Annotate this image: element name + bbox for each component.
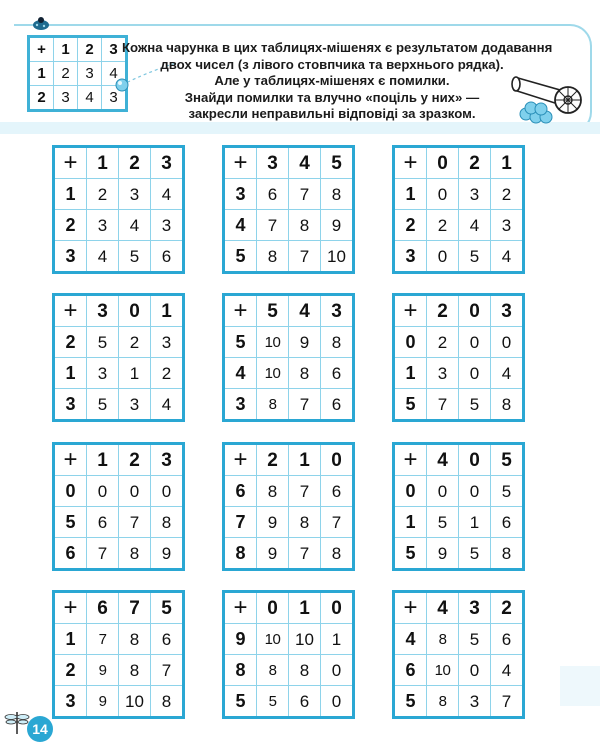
answer-cell[interactable]: 0: [459, 358, 491, 389]
table-row: [224, 295, 354, 327]
instruction-line: Кожна чарунка в цих таблицях-мішенях є результатом додавання: [122, 40, 553, 55]
header-cell: +: [224, 147, 257, 179]
answer-cell[interactable]: 8: [427, 624, 459, 655]
answer-cell[interactable]: 0: [427, 241, 459, 273]
header-cell: +: [394, 444, 427, 476]
answer-cell[interactable]: 7: [289, 389, 321, 421]
header-cell: 5: [394, 538, 427, 570]
answer-cell[interactable]: 7: [151, 655, 184, 686]
header-cell: 0: [459, 295, 491, 327]
answer-cell[interactable]: 8: [257, 655, 289, 686]
header-cell: 1: [289, 444, 321, 476]
header-cell: 0: [321, 444, 354, 476]
target-table: [52, 590, 185, 719]
header-cell: 1: [54, 358, 87, 389]
header-cell: 3: [54, 686, 87, 718]
header-cell: 3: [394, 241, 427, 273]
answer-cell[interactable]: 4: [459, 210, 491, 241]
answer-cell[interactable]: 0: [321, 655, 354, 686]
answer-cell[interactable]: 5: [459, 389, 491, 421]
corner-shade: [560, 666, 600, 706]
header-cell: +: [54, 444, 87, 476]
table-row: [224, 327, 354, 358]
answer-cell[interactable]: 0: [459, 655, 491, 686]
answer-cell[interactable]: 7: [119, 507, 151, 538]
header-cell: 8: [224, 538, 257, 570]
table-row: [224, 655, 354, 686]
answer-cell[interactable]: 5: [87, 389, 119, 421]
sample-cell: 2: [54, 62, 78, 86]
answer-cell[interactable]: 9: [321, 210, 354, 241]
header-cell: 7: [224, 507, 257, 538]
instructions: [122, 40, 553, 123]
answer-cell[interactable]: 7: [289, 538, 321, 570]
instruction-line: Але у таблицях-мішенях є помилки.: [214, 73, 450, 89]
answer-cell[interactable]: 0: [151, 476, 184, 507]
dragonfly-icon: [4, 708, 30, 738]
table-row: [394, 476, 524, 507]
header-cell: 4: [427, 444, 459, 476]
sample-cell: 3: [54, 86, 78, 111]
answer-cell[interactable]: 8: [257, 241, 289, 273]
table-row: [224, 241, 354, 273]
header-cell: 0: [459, 444, 491, 476]
header-cell: 1: [54, 624, 87, 655]
header-cell: 3: [151, 444, 184, 476]
header-cell: +: [224, 444, 257, 476]
header-cell: 4: [289, 147, 321, 179]
answer-cell[interactable]: 10: [257, 327, 289, 358]
answer-cell[interactable]: 1: [119, 358, 151, 389]
header-cell: 3: [54, 241, 87, 273]
answer-cell[interactable]: 8: [119, 655, 151, 686]
table-row: [394, 444, 524, 476]
sample-cell: 4: [102, 62, 127, 86]
answer-cell[interactable]: 8: [119, 538, 151, 570]
target-table: [222, 590, 355, 719]
answer-cell[interactable]: 4: [491, 655, 524, 686]
header-cell: 1: [289, 592, 321, 624]
answer-cell[interactable]: 9: [289, 327, 321, 358]
answer-cell[interactable]: 4: [119, 210, 151, 241]
header-cell: 2: [54, 655, 87, 686]
target-table: [222, 145, 355, 274]
answer-cell[interactable]: 5: [87, 327, 119, 358]
table-row: [394, 686, 524, 718]
table-row: [394, 327, 524, 358]
answer-cell[interactable]: 0: [459, 476, 491, 507]
answer-cell[interactable]: 8: [289, 210, 321, 241]
answer-cell[interactable]: 8: [151, 507, 184, 538]
table-row: [394, 655, 524, 686]
answer-cell[interactable]: 3: [119, 389, 151, 421]
header-cell: 5: [224, 327, 257, 358]
table-row: [394, 538, 524, 570]
header-cell: 1: [491, 147, 524, 179]
answer-cell[interactable]: 10: [257, 358, 289, 389]
target-table: [222, 442, 355, 571]
header-cell: +: [394, 592, 427, 624]
header-cell: +: [224, 295, 257, 327]
answer-cell[interactable]: 4: [151, 389, 184, 421]
answer-cell[interactable]: 7: [87, 538, 119, 570]
header-cell: 3: [459, 592, 491, 624]
answer-cell[interactable]: 1: [459, 507, 491, 538]
answer-cell[interactable]: 6: [257, 179, 289, 210]
header-cell: 2: [257, 444, 289, 476]
answer-cell[interactable]: 4: [151, 179, 184, 210]
table-row: [224, 538, 354, 570]
header-cell: 4: [394, 624, 427, 655]
table-row: [224, 686, 354, 718]
table-row: [224, 476, 354, 507]
sample-cell: 3: [102, 37, 127, 62]
answer-cell[interactable]: 8: [289, 655, 321, 686]
answer-cell[interactable]: 9: [257, 507, 289, 538]
answer-cell[interactable]: 8: [321, 538, 354, 570]
header-cell: 1: [87, 444, 119, 476]
table-row: [394, 210, 524, 241]
sample-cell: 1: [29, 62, 54, 86]
header-cell: 8: [224, 655, 257, 686]
answer-cell[interactable]: 10: [257, 624, 289, 655]
header-cell: 5: [257, 295, 289, 327]
header-cell: 3: [54, 389, 87, 421]
header-cell: 4: [224, 358, 257, 389]
target-table: [392, 145, 525, 274]
header-cell: 0: [394, 327, 427, 358]
header-cell: 3: [321, 295, 354, 327]
answer-cell[interactable]: 6: [87, 507, 119, 538]
answer-cell[interactable]: 3: [459, 179, 491, 210]
table-row: [224, 358, 354, 389]
table-row: [54, 210, 184, 241]
target-table: [222, 293, 355, 422]
target-table: [392, 293, 525, 422]
ladybug-icon: [31, 16, 51, 30]
answer-cell[interactable]: 6: [491, 507, 524, 538]
table-row: [224, 444, 354, 476]
answer-cell[interactable]: 10: [321, 241, 354, 273]
header-cell: 6: [87, 592, 119, 624]
header-cell: +: [394, 295, 427, 327]
header-cell: 5: [54, 507, 87, 538]
answer-cell[interactable]: 6: [321, 476, 354, 507]
answer-cell[interactable]: 9: [87, 655, 119, 686]
answer-cell[interactable]: 3: [87, 210, 119, 241]
table-row: [54, 358, 184, 389]
answer-cell[interactable]: 8: [257, 476, 289, 507]
answer-cell[interactable]: 9: [427, 538, 459, 570]
sample-cell: 1: [54, 37, 78, 62]
header-cell: 2: [394, 210, 427, 241]
header-cell: 7: [119, 592, 151, 624]
answer-cell[interactable]: 0: [427, 179, 459, 210]
header-cell: +: [54, 592, 87, 624]
answer-cell[interactable]: 2: [427, 327, 459, 358]
header-cell: 5: [224, 686, 257, 718]
answer-cell[interactable]: 6: [151, 624, 184, 655]
header-cell: +: [54, 295, 87, 327]
page-number: 14: [27, 716, 53, 742]
instruction-line: Знайди помилки та влучно «поціль у них» —: [184, 89, 480, 105]
header-cell: 1: [394, 179, 427, 210]
header-cell: 0: [427, 147, 459, 179]
answer-cell[interactable]: 0: [321, 686, 354, 718]
header-cell: 2: [119, 147, 151, 179]
table-row: [394, 147, 524, 179]
header-cell: 1: [87, 147, 119, 179]
answer-cell[interactable]: 2: [151, 358, 184, 389]
answer-cell[interactable]: 5: [427, 507, 459, 538]
header-cell: 5: [394, 389, 427, 421]
table-row: [394, 592, 524, 624]
answer-cell[interactable]: 6: [151, 241, 184, 273]
header-cell: 5: [321, 147, 354, 179]
answer-cell[interactable]: 8: [289, 358, 321, 389]
table-row: [394, 295, 524, 327]
answer-cell[interactable]: 0: [459, 327, 491, 358]
table-row: [394, 179, 524, 210]
answer-cell[interactable]: 5: [119, 241, 151, 273]
answer-cell[interactable]: 3: [151, 210, 184, 241]
answer-cell[interactable]: 3: [151, 327, 184, 358]
table-row: [54, 507, 184, 538]
header-cell: 4: [289, 295, 321, 327]
table-row: [224, 147, 354, 179]
answer-cell[interactable]: 8: [321, 179, 354, 210]
answer-cell[interactable]: 8: [257, 389, 289, 421]
answer-cell[interactable]: 3: [427, 358, 459, 389]
answer-cell[interactable]: 7: [289, 179, 321, 210]
answer-cell[interactable]: 2: [119, 327, 151, 358]
answer-cell[interactable]: 4: [87, 241, 119, 273]
header-cell: 4: [427, 592, 459, 624]
instruction-line: закресли неправильні відповіді за зразком.: [188, 106, 476, 122]
sample-cell: 3: [78, 62, 102, 86]
header-cell: 4: [224, 210, 257, 241]
answer-cell[interactable]: 9: [151, 538, 184, 570]
answer-cell[interactable]: 7: [257, 210, 289, 241]
answer-cell[interactable]: 7: [289, 241, 321, 273]
sample-cell: 4: [78, 86, 102, 111]
table-row: [394, 507, 524, 538]
header-cell: 5: [491, 444, 524, 476]
header-cell: 2: [459, 147, 491, 179]
answer-cell[interactable]: 8: [321, 327, 354, 358]
answer-cell[interactable]: 10: [289, 624, 321, 655]
table-row: [224, 592, 354, 624]
header-cell: 2: [54, 327, 87, 358]
instruction-line: двох чисел (з лівого стовпчика та верхнього рядка).: [160, 56, 504, 72]
header-cell: 6: [54, 538, 87, 570]
table-row: [54, 686, 184, 718]
answer-cell[interactable]: 7: [289, 476, 321, 507]
header-cell: 5: [394, 686, 427, 718]
answer-cell[interactable]: 8: [427, 686, 459, 718]
table-row: [54, 476, 184, 507]
answer-cell[interactable]: 10: [427, 655, 459, 686]
header-cell: 0: [321, 592, 354, 624]
table-row: [54, 592, 184, 624]
table-row: [224, 210, 354, 241]
header-cell: 1: [54, 179, 87, 210]
answer-cell[interactable]: 7: [321, 507, 354, 538]
answer-cell[interactable]: 1: [321, 624, 354, 655]
header-cell: 2: [491, 592, 524, 624]
table-row: [54, 538, 184, 570]
answer-cell[interactable]: 8: [119, 624, 151, 655]
table-row: [54, 179, 184, 210]
answer-cell[interactable]: 2: [427, 210, 459, 241]
sample-cell: +: [29, 37, 54, 62]
answer-cell[interactable]: 10: [119, 686, 151, 718]
answer-cell[interactable]: 3: [491, 210, 524, 241]
answer-cell[interactable]: 8: [491, 538, 524, 570]
table-row: [394, 624, 524, 655]
header-cell: +: [394, 147, 427, 179]
answer-cell[interactable]: 7: [491, 686, 524, 718]
answer-cell[interactable]: 8: [289, 507, 321, 538]
header-cell: 9: [224, 624, 257, 655]
answer-cell[interactable]: 3: [119, 179, 151, 210]
target-table: [392, 590, 525, 719]
header-cell: 3: [257, 147, 289, 179]
answer-cell[interactable]: 8: [491, 389, 524, 421]
table-row: [54, 327, 184, 358]
answer-cell[interactable]: 0: [119, 476, 151, 507]
table-row: [54, 147, 184, 179]
answer-cell[interactable]: 7: [87, 624, 119, 655]
answer-cell[interactable]: 5: [459, 538, 491, 570]
header-cell: 2: [119, 444, 151, 476]
header-cell: +: [54, 147, 87, 179]
table-row: [54, 624, 184, 655]
answer-cell[interactable]: 0: [491, 327, 524, 358]
header-cell: 1: [394, 358, 427, 389]
answer-cell[interactable]: 2: [87, 179, 119, 210]
table-row: [54, 241, 184, 273]
answer-cell[interactable]: 9: [87, 686, 119, 718]
header-cell: 2: [427, 295, 459, 327]
header-cell: 1: [151, 295, 184, 327]
table-row: [224, 507, 354, 538]
answer-cell[interactable]: 9: [257, 538, 289, 570]
header-cell: 3: [87, 295, 119, 327]
table-row: [394, 241, 524, 273]
table-row: [224, 389, 354, 421]
header-cell: 0: [54, 476, 87, 507]
answer-cell[interactable]: 6: [289, 686, 321, 718]
header-cell: 3: [224, 179, 257, 210]
header-cell: 0: [119, 295, 151, 327]
cannon-icon: [500, 60, 592, 126]
target-table: [52, 145, 185, 274]
header-cell: +: [224, 592, 257, 624]
header-cell: 6: [394, 655, 427, 686]
header-cell: 3: [151, 147, 184, 179]
answer-cell[interactable]: 2: [491, 179, 524, 210]
sample-cell: 2: [78, 37, 102, 62]
table-row: [394, 389, 524, 421]
header-cell: 0: [394, 476, 427, 507]
table-row: [54, 655, 184, 686]
sample-cell-struck: 3: [102, 86, 127, 111]
table-row: [54, 444, 184, 476]
answer-cell[interactable]: 6: [491, 624, 524, 655]
table-row: [224, 624, 354, 655]
answer-cell[interactable]: 4: [491, 358, 524, 389]
answer-cell[interactable]: 5: [459, 624, 491, 655]
header-cell: 0: [257, 592, 289, 624]
answer-cell[interactable]: 0: [427, 476, 459, 507]
target-table: [392, 442, 525, 571]
answer-cell[interactable]: 7: [427, 389, 459, 421]
answer-cell[interactable]: 5: [257, 686, 289, 718]
header-cell: 6: [224, 476, 257, 507]
answer-cell[interactable]: 8: [151, 686, 184, 718]
table-row: [54, 389, 184, 421]
answer-cell[interactable]: 5: [459, 241, 491, 273]
header-cell: 5: [224, 241, 257, 273]
header-cell: 3: [224, 389, 257, 421]
answer-cell[interactable]: 6: [321, 358, 354, 389]
table-row: [394, 358, 524, 389]
header-cell: 3: [491, 295, 524, 327]
header-cell: 1: [394, 507, 427, 538]
answer-cell[interactable]: 5: [491, 476, 524, 507]
target-table: [52, 293, 185, 422]
target-table: [52, 442, 185, 571]
answer-cell[interactable]: 0: [87, 476, 119, 507]
header-cell: 5: [151, 592, 184, 624]
table-row: [224, 179, 354, 210]
answer-cell[interactable]: 4: [491, 241, 524, 273]
answer-cell[interactable]: 3: [87, 358, 119, 389]
header-cell: 2: [54, 210, 87, 241]
answer-cell[interactable]: 3: [459, 686, 491, 718]
table-row: [54, 295, 184, 327]
answer-cell[interactable]: 6: [321, 389, 354, 421]
sample-cell: 2: [29, 86, 54, 111]
